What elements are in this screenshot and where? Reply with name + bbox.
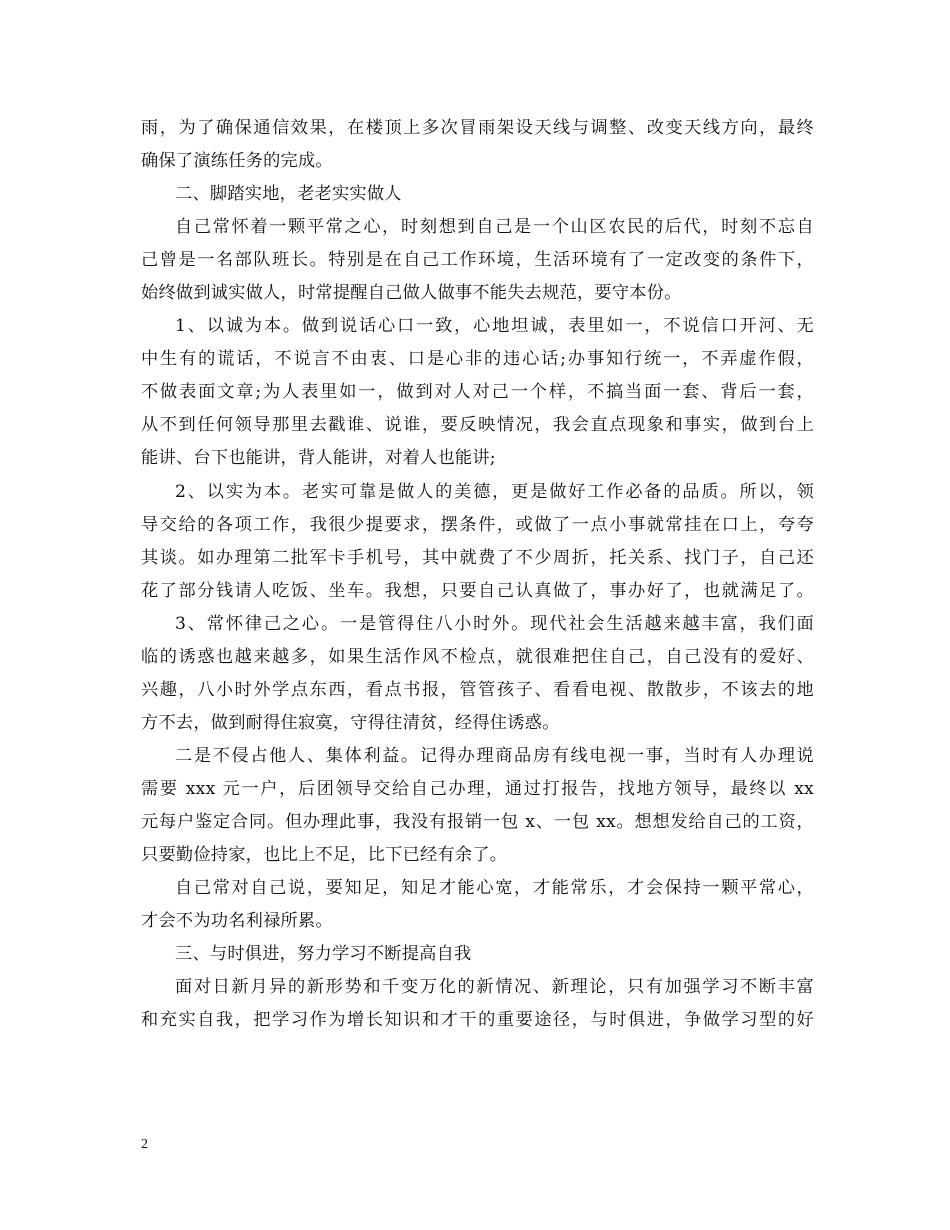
text-line: 三、与时俱进，努力学习不断提高自我 — [175, 944, 472, 965]
text-line: 自己常怀着一颗平常之心，时刻想到自己是一个山区农民的后代，时刻不忘自 — [175, 217, 814, 238]
text-line: 雨，为了确保通信效果，在楼顶上多次冒雨架设天线与调整、改变天线方向，最终 — [141, 118, 814, 138]
text-line: 面对日新月异的新形势和千变万化的新情况、新理论，只有加强学习不断丰富 — [175, 977, 814, 998]
document-body — [141, 112, 814, 1037]
text-line: 只要勤俭持家，也比上不足，比下已经有余了。 — [141, 845, 508, 866]
text-line: 临的诱惑也越来越多，如果生活作风不检点，就很难把住自己，自己没有的爱好、 — [141, 646, 814, 667]
text-line: 导交给的各项工作，我很少提要求，摆条件，或做了一点小事就常挂在口上，夸夸 — [141, 514, 814, 535]
text-line: 3、常怀律己之心。一是管得住八小时外。现代社会生活越来越丰富，我们面 — [175, 613, 814, 634]
text-line: 能讲、台下也能讲，背人能讲，对着人也能讲; — [141, 448, 496, 469]
text-line: 其谈。如办理第二批军卡手机号，其中就费了不少周折，托关系、找门子，自己还 — [141, 547, 814, 568]
text-line: 己曾是一名部队班长。特别是在自己工作环境，生活环境有了一定改变的条件下， — [141, 250, 814, 271]
text-line: 兴趣，八小时外学点东西，看点书报，管管孩子、看看电视、散散步，不该去的地 — [141, 679, 814, 700]
text-line: 二是不侵占他人、集体利益。记得办理商品房有线电视一事，当时有人办理说 — [175, 745, 814, 766]
text-line: 2、以实为本。老实可靠是做人的美德，更是做好工作必备的品质。所以，领 — [175, 481, 814, 502]
text-line: 中生有的谎话，不说言不由衷、口是心非的违心话;办事知行统一，不弄虚作假， — [141, 349, 814, 370]
text-line: 花了部分钱请人吃饭、坐车。我想，只要自己认真做了，事办好了，也就满足了。 — [141, 580, 814, 601]
page-number: 2 — [141, 1137, 148, 1152]
text-line: 方不去，做到耐得住寂寞，守得往清贫，经得住诱惑。 — [141, 712, 560, 733]
text-line: 和充实自我，把学习作为增长知识和才干的重要途径，与时俱进，争做学习型的好 — [141, 1010, 814, 1031]
text-line: 不做表面文章;为人表里如一，做到对人对己一个样，不搞当面一套、背后一套， — [141, 382, 814, 403]
text-line: 从不到任何领导那里去戳谁、说谁，要反映情况，我会直点现象和事实，做到台上 — [141, 415, 814, 436]
text-line: 始终做到诚实做人，时常提醒自己做人做事不能失去规范，要守本份。 — [141, 283, 682, 304]
text-line: 确保了演练任务的完成。 — [141, 151, 333, 172]
text-line: 才会不为功名利禄所累。 — [141, 911, 333, 932]
text-line: 需要 xxx 元一户，后团领导交给自己办理，通过打报告，找地方领导，最终以 xx — [141, 778, 814, 799]
text-line: 二、脚踏实地，老老实实做人 — [175, 184, 402, 205]
text-line: 自己常对自己说，要知足，知足才能心宽，才能常乐，才会保持一颗平常心， — [175, 878, 814, 899]
text-line: 1、以诚为本。做到说话心口一致，心地坦诚，表里如一，不说信口开河、无 — [175, 316, 814, 337]
text-line: 元每户鉴定合同。但办理此事，我没有报销一包 x、一包 xx。想想发给自己的工资， — [141, 811, 814, 832]
